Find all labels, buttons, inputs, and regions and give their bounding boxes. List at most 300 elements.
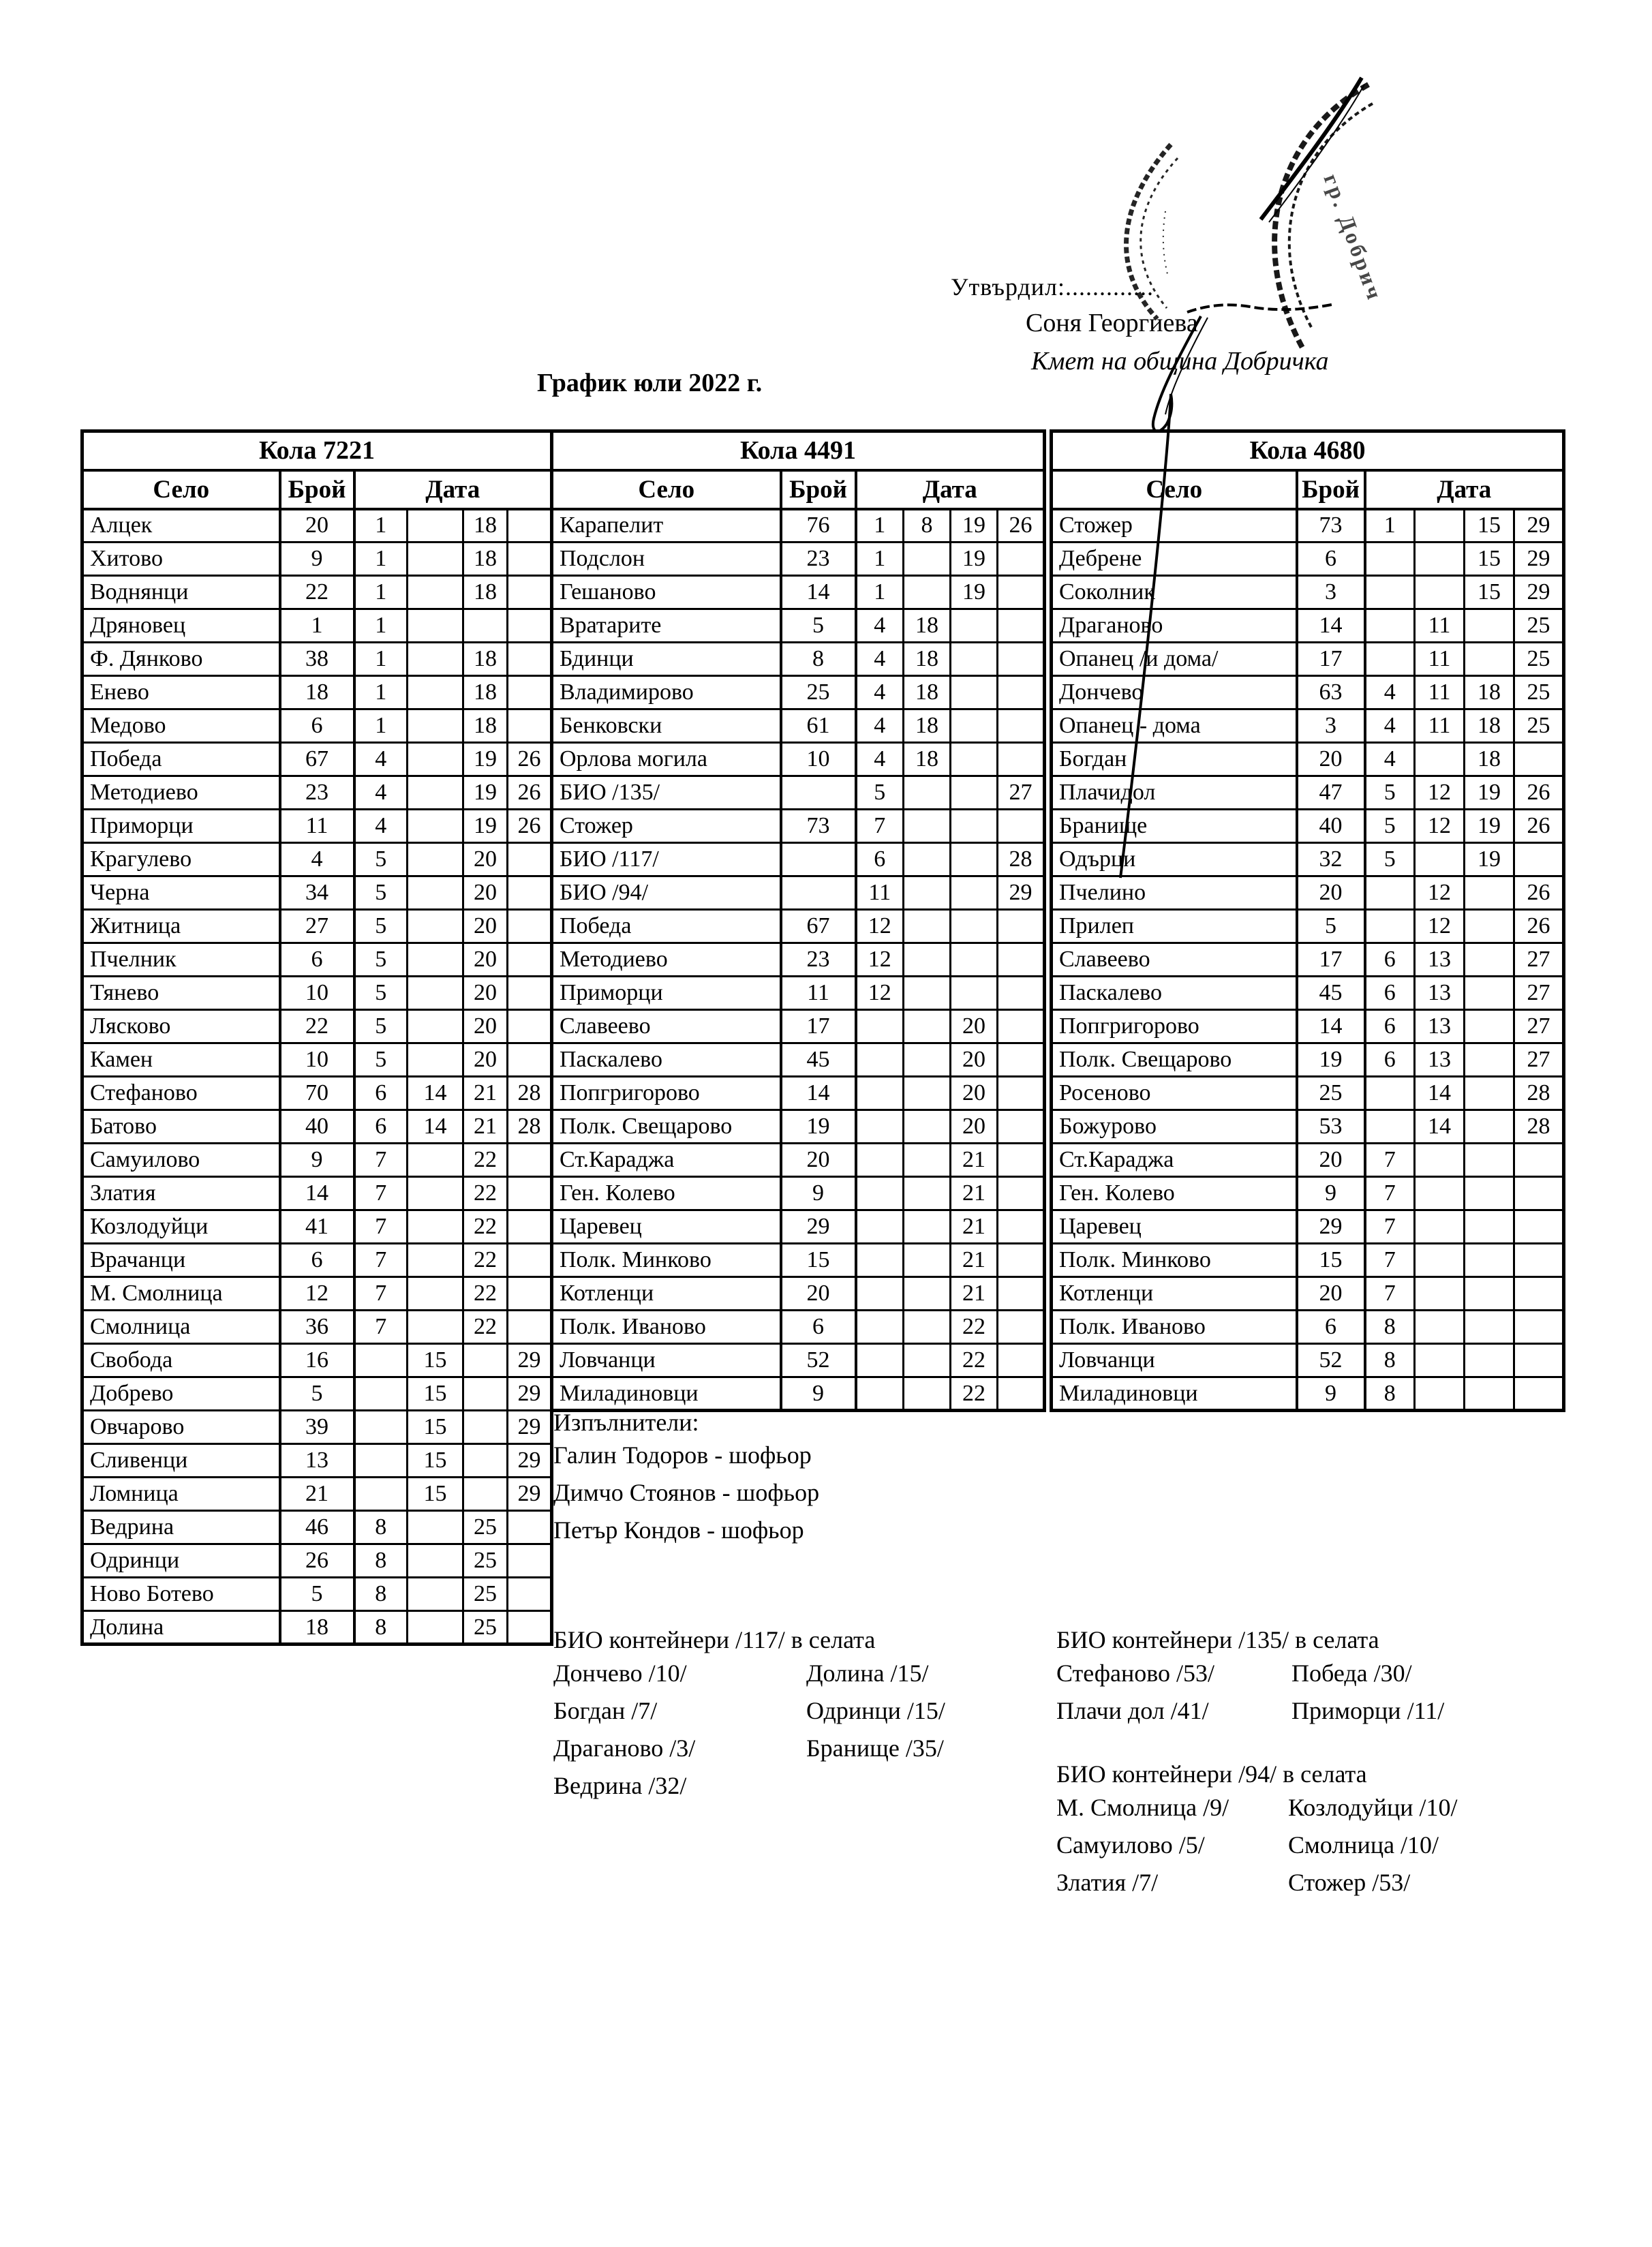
date-cell: 19 bbox=[951, 576, 998, 609]
table-row bbox=[1052, 1110, 1564, 1144]
table-row bbox=[82, 1210, 552, 1244]
date-cell bbox=[1415, 1344, 1465, 1377]
village-cell: БИО /135/ bbox=[552, 776, 781, 810]
date-cell bbox=[904, 843, 951, 876]
date-cell bbox=[408, 576, 463, 609]
count-cell: 20 bbox=[781, 1277, 856, 1311]
table-row bbox=[552, 1077, 1045, 1110]
count-cell: 10 bbox=[280, 1043, 354, 1077]
date-cell bbox=[951, 609, 998, 643]
date-cell bbox=[1415, 509, 1465, 542]
date-cell bbox=[1415, 843, 1465, 876]
village-cell: Дончево bbox=[1052, 676, 1297, 709]
date-cell bbox=[998, 709, 1045, 743]
village-cell: Полк. Минково bbox=[552, 1244, 781, 1277]
date-cell: 5 bbox=[856, 776, 904, 810]
count-cell: 19 bbox=[781, 1110, 856, 1144]
date-cell: 20 bbox=[463, 843, 508, 876]
col-header-village: Село bbox=[552, 470, 781, 509]
date-cell: 5 bbox=[354, 977, 408, 1010]
date-cell: 18 bbox=[463, 643, 508, 676]
date-cell: 12 bbox=[856, 977, 904, 1010]
date-cell: 5 bbox=[1365, 843, 1415, 876]
date-cell bbox=[856, 1010, 904, 1043]
date-cell: 27 bbox=[1514, 977, 1564, 1010]
date-cell: 22 bbox=[463, 1210, 508, 1244]
date-cell bbox=[1415, 1311, 1465, 1344]
table-row bbox=[1052, 1377, 1564, 1411]
village-cell: Миладиновци bbox=[552, 1377, 781, 1411]
date-cell: 22 bbox=[463, 1277, 508, 1311]
count-cell: 45 bbox=[781, 1043, 856, 1077]
table-row bbox=[552, 1043, 1045, 1077]
bio-135-left-list bbox=[1056, 1655, 1214, 1730]
village-cell: Славеево bbox=[552, 1010, 781, 1043]
bio-village-item: Стожер /53/ bbox=[1288, 1869, 1411, 1896]
date-cell: 4 bbox=[354, 810, 408, 843]
village-cell: Козлодуйци bbox=[82, 1210, 280, 1244]
date-cell: 29 bbox=[508, 1377, 552, 1411]
village-cell: Самуилово bbox=[82, 1144, 280, 1177]
count-cell: 12 bbox=[280, 1277, 354, 1311]
date-cell bbox=[508, 609, 552, 643]
date-cell: 26 bbox=[998, 509, 1045, 542]
date-cell bbox=[998, 1377, 1045, 1411]
date-cell bbox=[408, 1311, 463, 1344]
date-cell: 5 bbox=[354, 876, 408, 910]
table-row bbox=[1052, 1344, 1564, 1377]
count-cell: 40 bbox=[280, 1110, 354, 1144]
table-row bbox=[552, 943, 1045, 977]
vehicle-title-row bbox=[552, 431, 1045, 470]
date-cell bbox=[408, 1277, 463, 1311]
village-cell: М. Смолница bbox=[82, 1277, 280, 1311]
date-cell: 7 bbox=[354, 1210, 408, 1244]
date-cell: 15 bbox=[408, 1344, 463, 1377]
date-cell: 15 bbox=[1465, 542, 1514, 576]
date-cell bbox=[408, 977, 463, 1010]
village-cell: Ловчанци bbox=[1052, 1344, 1297, 1377]
date-cell: 11 bbox=[856, 876, 904, 910]
date-cell: 18 bbox=[904, 743, 951, 776]
date-cell: 25 bbox=[1514, 609, 1564, 643]
village-cell: Житница bbox=[82, 910, 280, 943]
date-cell bbox=[508, 542, 552, 576]
village-cell: Лясково bbox=[82, 1010, 280, 1043]
date-cell: 11 bbox=[1415, 709, 1465, 743]
date-cell bbox=[1465, 1177, 1514, 1210]
date-cell bbox=[1514, 1377, 1564, 1411]
date-cell bbox=[904, 542, 951, 576]
date-cell bbox=[904, 1210, 951, 1244]
table-row bbox=[82, 1077, 552, 1110]
bio-village-item: Ведрина /32/ bbox=[553, 1772, 687, 1799]
count-cell: 13 bbox=[280, 1444, 354, 1478]
count-cell: 19 bbox=[1297, 1043, 1365, 1077]
date-cell bbox=[951, 643, 998, 676]
date-cell bbox=[1465, 1010, 1514, 1043]
stamp-text: гр. Добрич bbox=[1319, 170, 1388, 305]
date-cell bbox=[856, 1043, 904, 1077]
date-cell: 22 bbox=[463, 1177, 508, 1210]
date-cell bbox=[508, 1277, 552, 1311]
date-cell bbox=[1514, 1344, 1564, 1377]
table-row bbox=[82, 1311, 552, 1344]
count-cell: 5 bbox=[280, 1578, 354, 1611]
date-cell: 29 bbox=[998, 876, 1045, 910]
table-row bbox=[552, 910, 1045, 943]
table-row bbox=[82, 1411, 552, 1444]
date-cell bbox=[998, 1177, 1045, 1210]
date-cell bbox=[508, 1511, 552, 1544]
count-cell: 9 bbox=[781, 1377, 856, 1411]
date-cell: 27 bbox=[1514, 1010, 1564, 1043]
count-cell: 38 bbox=[280, 643, 354, 676]
bio-village-item: Дончево /10/ bbox=[553, 1660, 687, 1687]
count-cell: 6 bbox=[280, 709, 354, 743]
date-cell bbox=[856, 1311, 904, 1344]
date-cell: 1 bbox=[354, 509, 408, 542]
date-cell: 1 bbox=[856, 509, 904, 542]
date-cell bbox=[408, 943, 463, 977]
table-row bbox=[552, 709, 1045, 743]
village-cell: Долина bbox=[82, 1611, 280, 1645]
table-row bbox=[82, 1444, 552, 1478]
count-cell: 52 bbox=[781, 1344, 856, 1377]
table-row bbox=[1052, 1177, 1564, 1210]
date-cell bbox=[408, 1177, 463, 1210]
count-cell: 41 bbox=[280, 1210, 354, 1244]
date-cell: 6 bbox=[856, 843, 904, 876]
date-cell bbox=[463, 1411, 508, 1444]
table-row bbox=[552, 1010, 1045, 1043]
date-cell: 5 bbox=[1365, 810, 1415, 843]
date-cell bbox=[951, 743, 998, 776]
date-cell bbox=[1415, 1377, 1465, 1411]
date-cell: 20 bbox=[463, 910, 508, 943]
count-cell bbox=[781, 876, 856, 910]
village-cell: Свобода bbox=[82, 1344, 280, 1377]
date-cell bbox=[408, 1611, 463, 1645]
count-cell: 47 bbox=[1297, 776, 1365, 810]
date-cell bbox=[1465, 1344, 1514, 1377]
count-cell: 15 bbox=[1297, 1244, 1365, 1277]
executors-list bbox=[553, 1437, 819, 1549]
date-cell bbox=[508, 876, 552, 910]
village-cell: Драганово bbox=[1052, 609, 1297, 643]
date-cell: 13 bbox=[1415, 977, 1465, 1010]
date-cell: 21 bbox=[951, 1177, 998, 1210]
date-cell bbox=[904, 1144, 951, 1177]
date-cell bbox=[508, 910, 552, 943]
village-cell: Орлова могила bbox=[552, 743, 781, 776]
village-cell: Владимирово bbox=[552, 676, 781, 709]
village-cell: Полк. Иваново bbox=[552, 1311, 781, 1344]
date-cell bbox=[998, 910, 1045, 943]
executor-item: Петър Кондов - шофьор bbox=[553, 1516, 804, 1544]
col-header-date: Дата bbox=[856, 470, 1045, 509]
date-cell bbox=[508, 1311, 552, 1344]
date-cell bbox=[1365, 1110, 1415, 1144]
village-cell: Методиево bbox=[552, 943, 781, 977]
table-row bbox=[552, 1277, 1045, 1311]
count-cell: 11 bbox=[280, 810, 354, 843]
date-cell bbox=[1514, 1177, 1564, 1210]
col-header-count: Брой bbox=[280, 470, 354, 509]
date-cell bbox=[463, 1478, 508, 1511]
village-cell: Батово bbox=[82, 1110, 280, 1144]
executor-item: Галин Тодоров - шофьор bbox=[553, 1441, 812, 1469]
stamp-left-crescent bbox=[1127, 144, 1178, 319]
count-cell: 9 bbox=[1297, 1177, 1365, 1210]
date-cell bbox=[1465, 876, 1514, 910]
table-row bbox=[552, 977, 1045, 1010]
village-cell: Овчарово bbox=[82, 1411, 280, 1444]
date-cell bbox=[508, 1210, 552, 1244]
count-cell: 20 bbox=[781, 1144, 856, 1177]
bio-94-left-list bbox=[1056, 1789, 1229, 1901]
date-cell bbox=[354, 1377, 408, 1411]
date-cell bbox=[1514, 1210, 1564, 1244]
date-cell bbox=[408, 776, 463, 810]
date-cell: 18 bbox=[1465, 709, 1514, 743]
date-cell: 1 bbox=[856, 576, 904, 609]
table-row bbox=[552, 576, 1045, 609]
date-cell bbox=[508, 1043, 552, 1077]
count-cell: 16 bbox=[280, 1344, 354, 1377]
stamp-and-signature-overlay bbox=[1063, 41, 1418, 1104]
date-cell bbox=[408, 910, 463, 943]
date-cell bbox=[508, 576, 552, 609]
village-cell: Ведрина bbox=[82, 1511, 280, 1544]
table-row bbox=[82, 910, 552, 943]
date-cell: 7 bbox=[354, 1177, 408, 1210]
table-row bbox=[82, 977, 552, 1010]
count-cell: 4 bbox=[280, 843, 354, 876]
count-cell bbox=[781, 843, 856, 876]
date-cell bbox=[508, 1544, 552, 1578]
date-cell: 21 bbox=[463, 1077, 508, 1110]
village-cell: Камен bbox=[82, 1043, 280, 1077]
date-cell bbox=[1415, 576, 1465, 609]
date-cell bbox=[1465, 977, 1514, 1010]
signature-stroke bbox=[1120, 316, 1208, 878]
date-cell: 4 bbox=[856, 676, 904, 709]
date-cell bbox=[1415, 1177, 1465, 1210]
table-row bbox=[1052, 1244, 1564, 1277]
count-cell: 73 bbox=[781, 810, 856, 843]
date-cell bbox=[998, 1244, 1045, 1277]
date-cell bbox=[408, 1578, 463, 1611]
count-cell: 40 bbox=[1297, 810, 1365, 843]
date-cell bbox=[408, 609, 463, 643]
date-cell: 22 bbox=[951, 1377, 998, 1411]
date-cell: 25 bbox=[1514, 676, 1564, 709]
date-cell: 13 bbox=[1415, 1043, 1465, 1077]
date-cell: 1 bbox=[354, 709, 408, 743]
date-cell bbox=[904, 943, 951, 977]
count-cell: 20 bbox=[1297, 876, 1365, 910]
table-row bbox=[552, 776, 1045, 810]
date-cell: 29 bbox=[1514, 576, 1564, 609]
count-cell: 5 bbox=[280, 1377, 354, 1411]
date-cell: 26 bbox=[508, 776, 552, 810]
date-cell: 22 bbox=[951, 1344, 998, 1377]
date-cell: 11 bbox=[1415, 643, 1465, 676]
date-cell bbox=[998, 1010, 1045, 1043]
date-cell: 26 bbox=[1514, 876, 1564, 910]
date-cell bbox=[951, 709, 998, 743]
village-cell: Крагулево bbox=[82, 843, 280, 876]
date-cell bbox=[951, 810, 998, 843]
date-cell: 1 bbox=[856, 542, 904, 576]
date-cell bbox=[408, 643, 463, 676]
count-cell: 46 bbox=[280, 1511, 354, 1544]
date-cell bbox=[1415, 542, 1465, 576]
date-cell: 19 bbox=[463, 743, 508, 776]
bio-village-item: Приморци /11/ bbox=[1291, 1697, 1445, 1724]
village-cell: Бдинци bbox=[552, 643, 781, 676]
executor-item: Димчо Стоянов - шофьор bbox=[553, 1479, 820, 1506]
date-cell bbox=[1415, 743, 1465, 776]
date-cell bbox=[1465, 643, 1514, 676]
date-cell bbox=[1514, 1311, 1564, 1344]
date-cell bbox=[856, 1210, 904, 1244]
table-row bbox=[82, 1511, 552, 1544]
date-cell: 18 bbox=[904, 643, 951, 676]
date-cell bbox=[998, 977, 1045, 1010]
date-cell: 12 bbox=[1415, 876, 1465, 910]
date-cell bbox=[998, 1043, 1045, 1077]
village-cell: Божурово bbox=[1052, 1110, 1297, 1144]
bio-village-item: Одринци /15/ bbox=[806, 1697, 945, 1724]
table-row bbox=[82, 1277, 552, 1311]
date-cell bbox=[951, 876, 998, 910]
date-cell: 7 bbox=[1365, 1177, 1415, 1210]
count-cell: 70 bbox=[280, 1077, 354, 1110]
village-cell: Царевец bbox=[1052, 1210, 1297, 1244]
date-cell: 8 bbox=[1365, 1377, 1415, 1411]
table-row bbox=[552, 876, 1045, 910]
date-cell: 26 bbox=[508, 743, 552, 776]
village-cell: Ст.Караджа bbox=[552, 1144, 781, 1177]
date-cell: 26 bbox=[1514, 910, 1564, 943]
village-cell: Смолница bbox=[82, 1311, 280, 1344]
date-cell: 20 bbox=[463, 1043, 508, 1077]
village-cell: Стефаново bbox=[82, 1077, 280, 1110]
col-header-count: Брой bbox=[1297, 470, 1365, 509]
date-cell bbox=[408, 1144, 463, 1177]
village-cell: Дряновец bbox=[82, 609, 280, 643]
schedule-table-kola-4491 bbox=[550, 429, 1046, 1412]
date-cell bbox=[856, 1377, 904, 1411]
village-cell: Одринци bbox=[82, 1544, 280, 1578]
bio-village-item: Смолница /10/ bbox=[1288, 1831, 1439, 1859]
date-cell: 14 bbox=[408, 1110, 463, 1144]
table-row bbox=[82, 542, 552, 576]
count-cell: 34 bbox=[280, 876, 354, 910]
date-cell bbox=[408, 1544, 463, 1578]
date-cell: 21 bbox=[951, 1244, 998, 1277]
bio-135-right-list bbox=[1291, 1655, 1444, 1730]
table-row bbox=[82, 1544, 552, 1578]
table-row bbox=[552, 1311, 1045, 1344]
count-cell: 14 bbox=[1297, 609, 1365, 643]
date-cell: 7 bbox=[856, 810, 904, 843]
date-cell: 15 bbox=[1465, 576, 1514, 609]
date-cell bbox=[508, 843, 552, 876]
date-cell: 5 bbox=[354, 943, 408, 977]
table-row bbox=[1052, 1144, 1564, 1177]
date-cell: 18 bbox=[904, 609, 951, 643]
village-cell: Победа bbox=[82, 743, 280, 776]
date-cell: 28 bbox=[508, 1077, 552, 1110]
table-row bbox=[82, 1244, 552, 1277]
date-cell bbox=[1465, 1210, 1514, 1244]
date-cell bbox=[856, 1077, 904, 1110]
date-cell bbox=[408, 843, 463, 876]
count-cell: 63 bbox=[1297, 676, 1365, 709]
bio-94-title: БИО контейнери /94/ в селата bbox=[1056, 1760, 1367, 1788]
table-row bbox=[82, 843, 552, 876]
count-cell: 29 bbox=[1297, 1210, 1365, 1244]
date-cell bbox=[1465, 910, 1514, 943]
table-row bbox=[552, 676, 1045, 709]
date-cell: 14 bbox=[408, 1077, 463, 1110]
village-cell: Медово bbox=[82, 709, 280, 743]
col-header-date: Дата bbox=[354, 470, 552, 509]
table-row bbox=[82, 709, 552, 743]
date-cell: 8 bbox=[354, 1511, 408, 1544]
table-row bbox=[552, 810, 1045, 843]
count-cell: 67 bbox=[280, 743, 354, 776]
vehicle-title: Кола 4680 bbox=[1052, 431, 1564, 470]
date-cell bbox=[463, 1444, 508, 1478]
bio-village-item: Богдан /7/ bbox=[553, 1697, 658, 1724]
count-cell: 15 bbox=[781, 1244, 856, 1277]
village-cell: Карапелит bbox=[552, 509, 781, 542]
count-cell: 9 bbox=[280, 1144, 354, 1177]
date-cell bbox=[998, 810, 1045, 843]
date-cell: 14 bbox=[1415, 1110, 1465, 1144]
date-cell: 15 bbox=[408, 1444, 463, 1478]
date-cell: 19 bbox=[951, 542, 998, 576]
date-cell: 4 bbox=[856, 609, 904, 643]
date-cell: 21 bbox=[951, 1277, 998, 1311]
date-cell: 27 bbox=[998, 776, 1045, 810]
date-cell: 5 bbox=[1365, 776, 1415, 810]
village-cell: Победа bbox=[552, 910, 781, 943]
village-cell: Ген. Колево bbox=[1052, 1177, 1297, 1210]
village-cell: Котленци bbox=[1052, 1277, 1297, 1311]
date-cell bbox=[508, 1010, 552, 1043]
vehicle-title-row bbox=[82, 431, 552, 470]
date-cell: 29 bbox=[508, 1344, 552, 1377]
date-cell: 8 bbox=[904, 509, 951, 542]
count-cell: 18 bbox=[280, 676, 354, 709]
date-cell bbox=[1465, 1311, 1514, 1344]
date-cell bbox=[998, 1110, 1045, 1144]
count-cell: 52 bbox=[1297, 1344, 1365, 1377]
village-cell: Прилеп bbox=[1052, 910, 1297, 943]
date-cell: 6 bbox=[1365, 977, 1415, 1010]
count-cell: 73 bbox=[1297, 509, 1365, 542]
date-cell: 12 bbox=[1415, 910, 1465, 943]
date-cell: 18 bbox=[463, 709, 508, 743]
date-cell bbox=[463, 1377, 508, 1411]
date-cell bbox=[508, 1244, 552, 1277]
count-cell: 25 bbox=[781, 676, 856, 709]
